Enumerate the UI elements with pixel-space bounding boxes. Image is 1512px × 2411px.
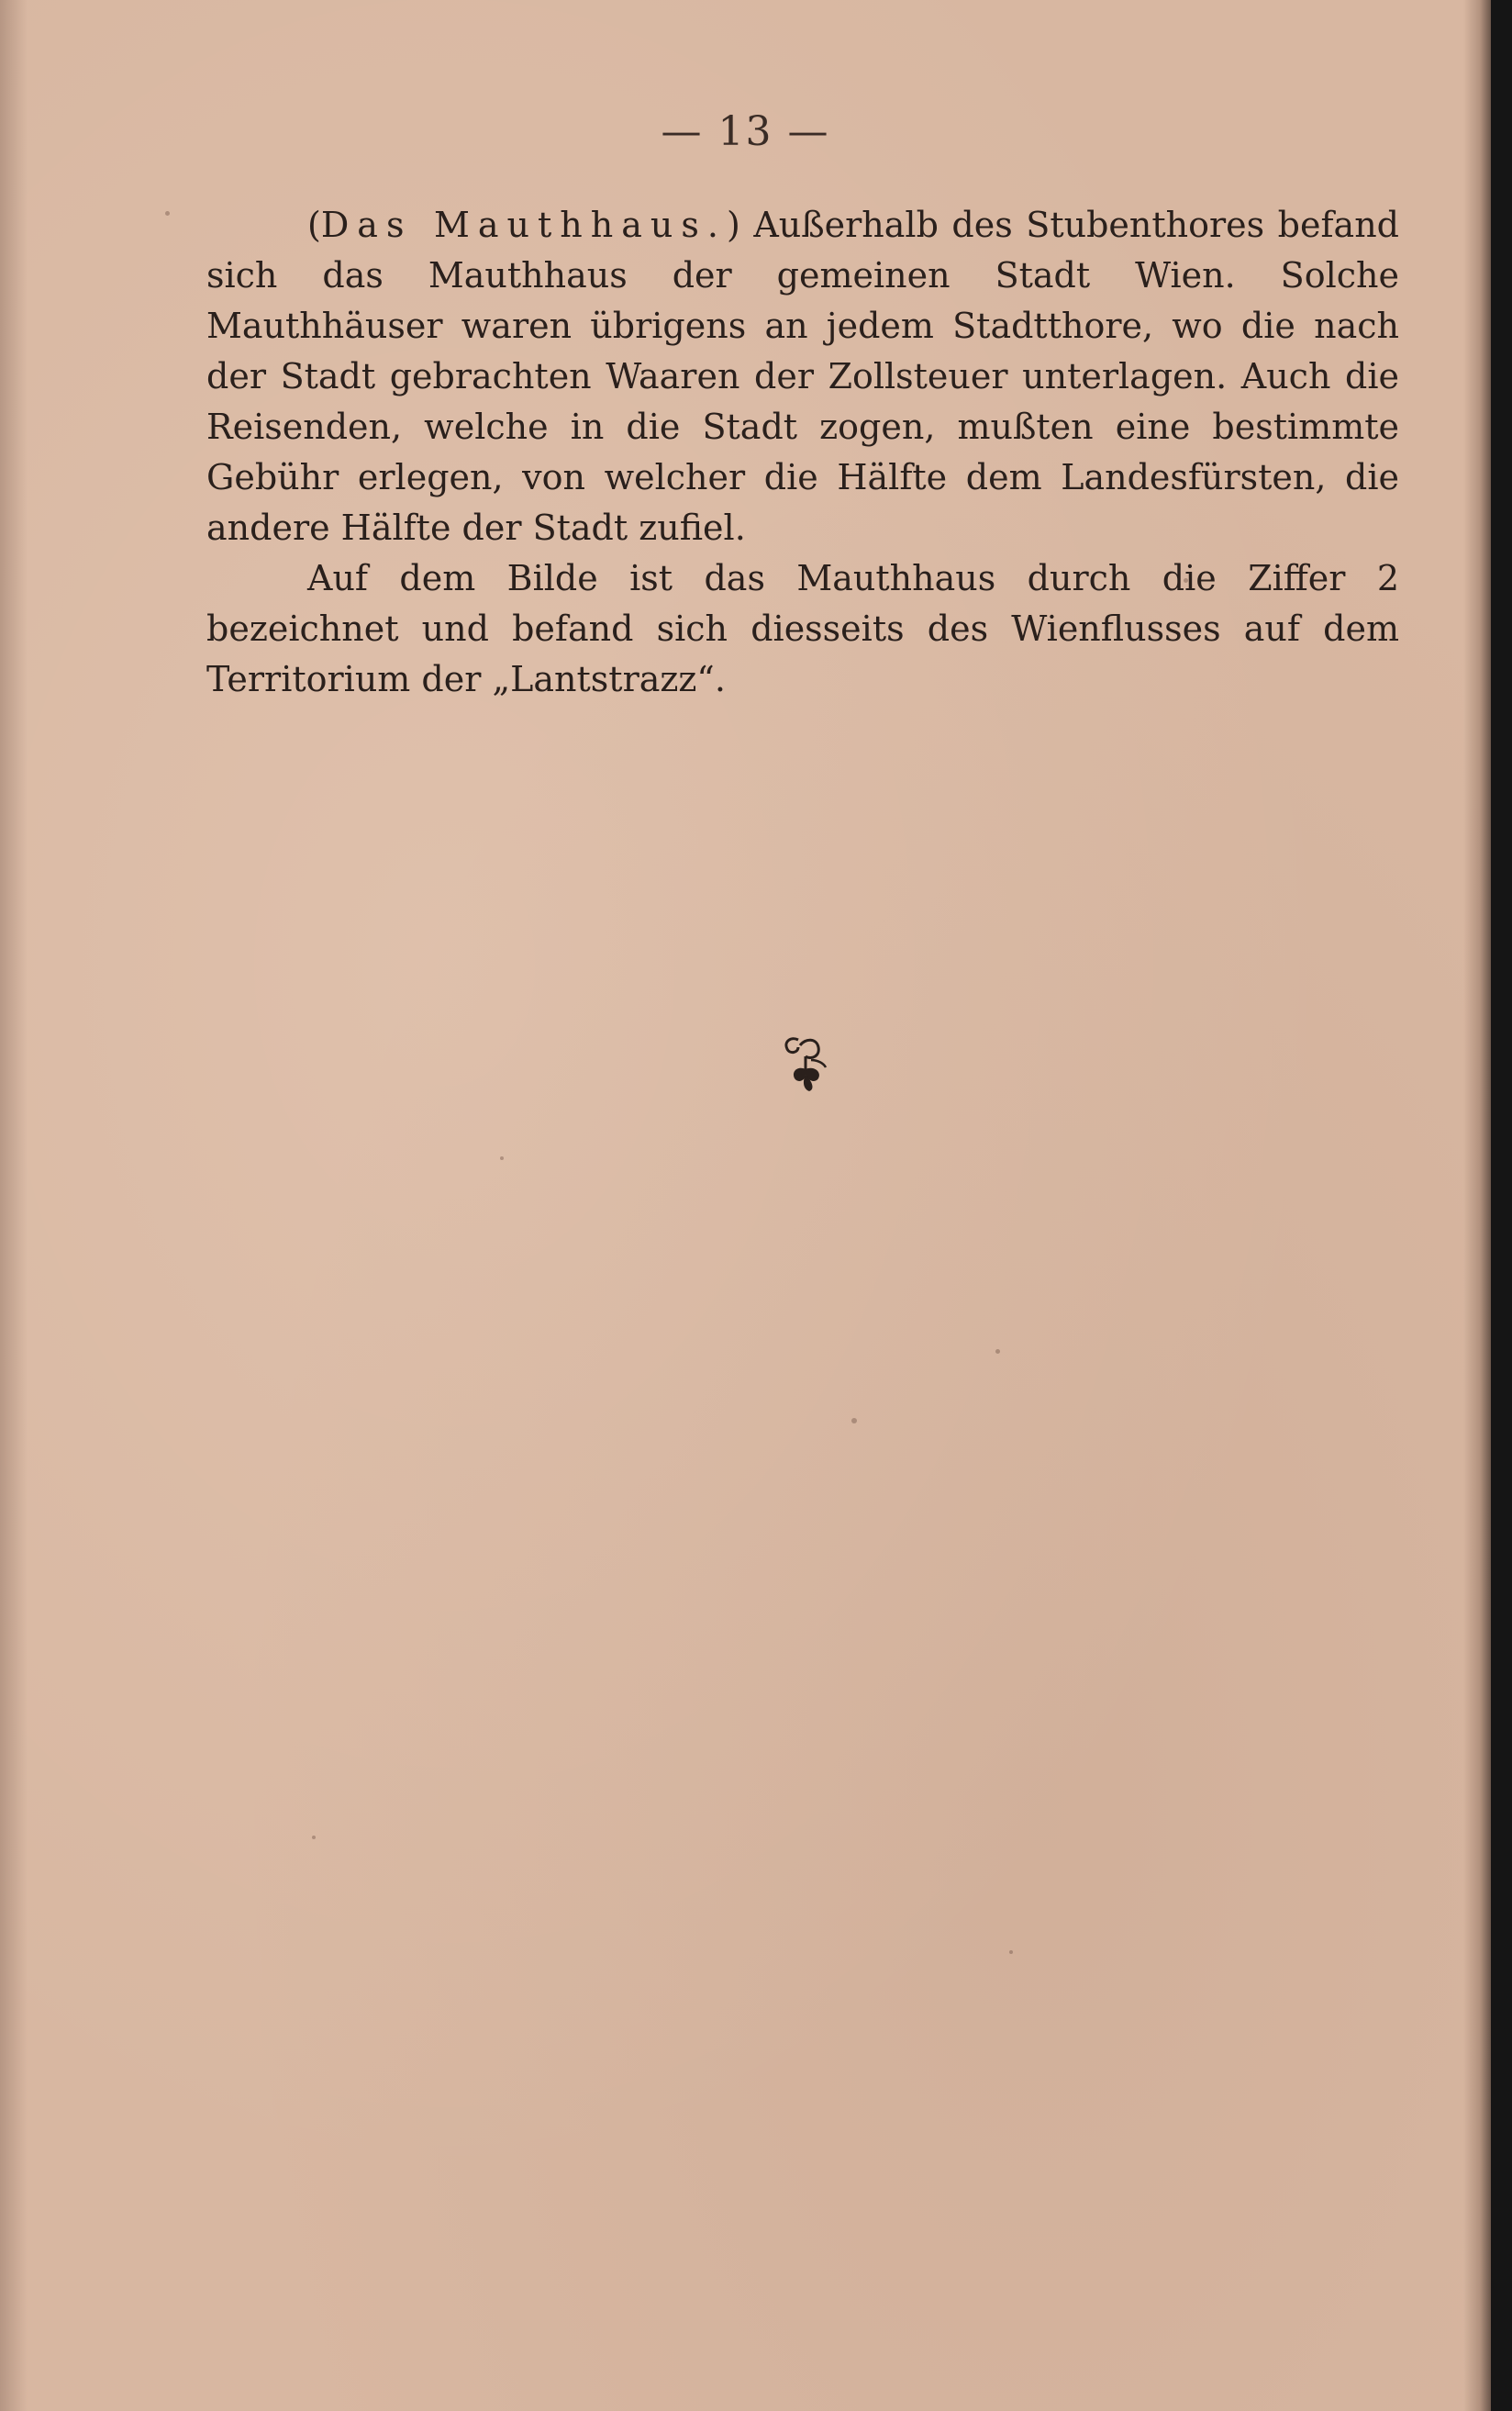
page-binding-edge (1463, 0, 1491, 2411)
floral-vignette-icon (778, 1032, 833, 1097)
paragraph-bilde (206, 553, 1399, 705)
paper-speck (995, 1349, 1000, 1354)
paper-speck (312, 1836, 316, 1839)
page-number: — 13 — (661, 108, 830, 155)
paragraph-text: Außerhalb des Stubenthores befand sich das Mauthhaus der gemeinen Stadt Wien. Solche Mauthhäuser waren übrigens an jedem Stadtthore, wo die nach der Stadt gebrachten Waaren der Zollsteuer unterlagen. Auch die Reisenden, welche in die Stadt zogen, mußten eine bestimmte Gebühr erlegen, von welcher die Hälfte dem Landesfürsten, die andere Hälfte der Stadt zufiel. (206, 205, 1399, 548)
section-heading: Das Mauthhaus. (320, 205, 727, 245)
paper-speck (1009, 1950, 1013, 1954)
paper-speck (1184, 578, 1188, 583)
paper-speck (851, 1418, 857, 1423)
paragraph-mauthhaus (206, 200, 1399, 553)
paper-speck (500, 1156, 504, 1160)
page-left-edge (0, 0, 28, 2411)
heading-open-paren: ( (307, 205, 321, 245)
heading-close-paren: ) (726, 205, 740, 245)
paragraph-text: Auf dem Bilde ist das Mauthhaus durch die Ziffer 2 bezeichnet und befand sich diesseits des Wienflusses auf dem Territorium der „Lantstrazz“. (206, 558, 1399, 699)
body-text (206, 200, 1399, 705)
paper-speck (165, 211, 170, 216)
